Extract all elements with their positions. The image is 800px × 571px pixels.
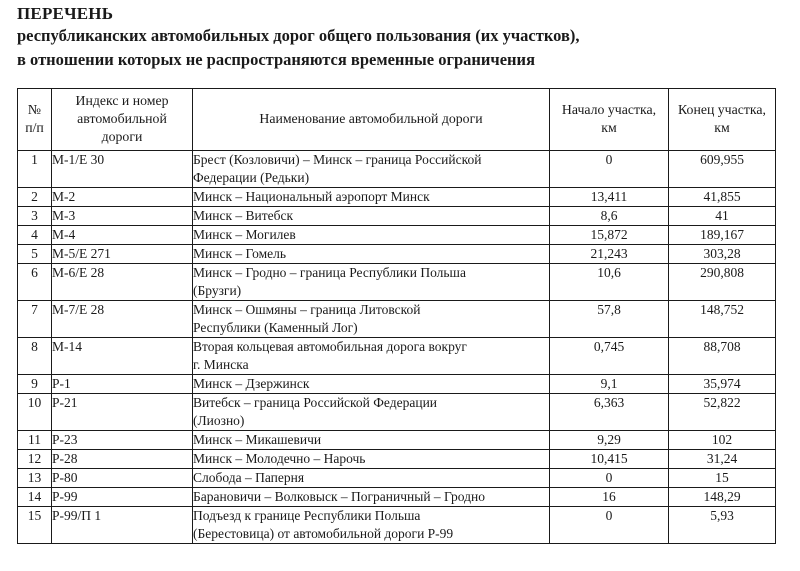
cell-row-number: 1 (18, 151, 52, 188)
table-row (18, 507, 776, 544)
column-header-section-end (669, 89, 776, 151)
cell-road-name-line-1: Вторая кольцевая автомобильная дорога вокруг (193, 339, 467, 354)
column-header-road-index (52, 89, 193, 151)
cell-road-index: Р-99 (52, 488, 193, 507)
cell-row-number: 13 (18, 469, 52, 488)
cell-road-name-line-1: Минск – Гомель (193, 246, 287, 261)
cell-road-name-line-2: (Брузги) (193, 282, 242, 298)
cell-road-name-line-2: Республики (Каменный Лог) (193, 319, 358, 335)
cell-section-end-km: 88,708 (669, 338, 776, 375)
cell-section-start-km: 57,8 (550, 301, 669, 338)
cell-road-index: М-7/Е 28 (52, 301, 193, 338)
cell-road-name-line-2: Федерации (Редьки) (193, 169, 310, 185)
document-subtitle-line-2: в отношении которых не распространяются временные ограничения (17, 50, 535, 69)
cell-section-end-km: 102 (669, 431, 776, 450)
column-header-road-index-line-3: дороги (101, 129, 143, 144)
roads-table (17, 88, 776, 544)
table-row (18, 151, 776, 188)
column-header-road-index-line-2: автомобильной (77, 111, 167, 126)
cell-road-index: М-6/Е 28 (52, 264, 193, 301)
cell-road-name (193, 338, 550, 375)
cell-road-index: М-2 (52, 188, 193, 207)
cell-row-number: 11 (18, 431, 52, 450)
cell-row-number: 9 (18, 375, 52, 394)
cell-row-number: 15 (18, 507, 52, 544)
table-row (18, 226, 776, 245)
cell-road-index: М-3 (52, 207, 193, 226)
cell-section-start-km: 9,1 (550, 375, 669, 394)
table-body (18, 151, 776, 544)
cell-section-start-km: 16 (550, 488, 669, 507)
table-row (18, 264, 776, 301)
cell-road-name-line-1: Брест (Козловичи) – Минск – граница Российской (193, 152, 482, 167)
cell-road-index: М-4 (52, 226, 193, 245)
cell-road-name (193, 394, 550, 431)
cell-section-end-km: 148,29 (669, 488, 776, 507)
cell-section-end-km: 52,822 (669, 394, 776, 431)
cell-road-name-line-1: Барановичи – Волковыск – Пограничный – Гродно (193, 489, 485, 504)
table-row (18, 188, 776, 207)
document-heading (0, 0, 800, 72)
cell-road-index: М-14 (52, 338, 193, 375)
cell-road-name (193, 207, 550, 226)
cell-road-index: М-5/Е 271 (52, 245, 193, 264)
cell-section-end-km: 5,93 (669, 507, 776, 544)
cell-section-start-km: 8,6 (550, 207, 669, 226)
cell-row-number: 14 (18, 488, 52, 507)
cell-section-end-km: 303,28 (669, 245, 776, 264)
cell-road-index: Р-21 (52, 394, 193, 431)
table-row (18, 450, 776, 469)
column-header-number-line-1: № (27, 102, 42, 117)
column-header-road-index-line-1: Индекс и номер (75, 93, 169, 108)
table-row (18, 394, 776, 431)
cell-road-name-line-2: (Лиозно) (193, 412, 245, 428)
cell-road-name (193, 301, 550, 338)
table-row (18, 469, 776, 488)
cell-road-name (193, 188, 550, 207)
cell-section-end-km: 290,808 (669, 264, 776, 301)
page-title: ПЕРЕЧЕНЬ (17, 4, 114, 23)
cell-row-number: 12 (18, 450, 52, 469)
table-header-row (18, 89, 776, 151)
cell-road-name (193, 375, 550, 394)
table-header (18, 89, 776, 151)
cell-section-end-km: 15 (669, 469, 776, 488)
column-header-section-end-line-1: Конец участка, (678, 102, 766, 117)
table-row (18, 431, 776, 450)
cell-section-start-km: 13,411 (550, 188, 669, 207)
table-row (18, 338, 776, 375)
cell-road-name-line-2: г. Минска (193, 356, 249, 372)
cell-row-number: 3 (18, 207, 52, 226)
cell-road-name (193, 469, 550, 488)
cell-road-name-line-1: Подъезд к границе Республики Польша (193, 508, 421, 523)
column-header-section-end-line-2: км (714, 120, 730, 135)
cell-section-start-km: 0 (550, 469, 669, 488)
cell-road-index: Р-23 (52, 431, 193, 450)
cell-row-number: 7 (18, 301, 52, 338)
cell-row-number: 6 (18, 264, 52, 301)
cell-section-end-km: 148,752 (669, 301, 776, 338)
cell-section-start-km: 0 (550, 507, 669, 544)
cell-road-name-line-2: (Берестовица) от автомобильной дороги Р-99 (193, 525, 454, 541)
cell-road-name (193, 151, 550, 188)
cell-section-start-km: 0,745 (550, 338, 669, 375)
cell-road-name-line-1: Слобода – Паперня (193, 470, 305, 485)
roads-table-container (17, 88, 775, 544)
table-row (18, 301, 776, 338)
cell-road-name-line-1: Минск – Дзержинск (193, 376, 310, 391)
cell-row-number: 10 (18, 394, 52, 431)
cell-road-name-line-1: Минск – Молодечно – Нарочь (193, 451, 366, 466)
cell-road-index: Р-99/П 1 (52, 507, 193, 544)
cell-row-number: 8 (18, 338, 52, 375)
cell-section-start-km: 0 (550, 151, 669, 188)
cell-road-name-line-1: Минск – Ошмяны – граница Литовской (193, 302, 421, 317)
cell-section-end-km: 189,167 (669, 226, 776, 245)
cell-section-end-km: 41,855 (669, 188, 776, 207)
cell-road-name (193, 450, 550, 469)
cell-section-start-km: 6,363 (550, 394, 669, 431)
document-subtitle-line-1: республиканских автомобильных дорог общего пользования (их участков), (17, 26, 580, 45)
cell-section-end-km: 31,24 (669, 450, 776, 469)
cell-section-end-km: 41 (669, 207, 776, 226)
cell-row-number: 4 (18, 226, 52, 245)
column-header-number-line-2: п/п (25, 120, 44, 135)
cell-road-name (193, 264, 550, 301)
cell-road-name (193, 245, 550, 264)
cell-road-name-line-1: Минск – Национальный аэропорт Минск (193, 189, 430, 204)
cell-road-index: Р-1 (52, 375, 193, 394)
cell-road-index: Р-28 (52, 450, 193, 469)
cell-road-name-line-1: Минск – Гродно – граница Республики Польша (193, 265, 466, 280)
cell-road-name (193, 507, 550, 544)
cell-section-start-km: 9,29 (550, 431, 669, 450)
column-header-road-name: Наименование автомобильной дороги (193, 89, 550, 151)
cell-row-number: 2 (18, 188, 52, 207)
cell-section-start-km: 10,415 (550, 450, 669, 469)
cell-road-name-line-1: Минск – Витебск (193, 208, 294, 223)
cell-row-number: 5 (18, 245, 52, 264)
table-row (18, 375, 776, 394)
column-header-section-start (550, 89, 669, 151)
cell-road-name-line-1: Витебск – граница Российской Федерации (193, 395, 438, 410)
cell-road-index: М-1/Е 30 (52, 151, 193, 188)
table-row (18, 245, 776, 264)
column-header-number (18, 89, 52, 151)
column-header-section-start-line-1: Начало участка, (561, 102, 657, 117)
cell-section-start-km: 10,6 (550, 264, 669, 301)
cell-road-name (193, 226, 550, 245)
cell-section-start-km: 21,243 (550, 245, 669, 264)
cell-road-name (193, 488, 550, 507)
cell-road-name-line-1: Минск – Могилев (193, 227, 296, 242)
cell-section-end-km: 609,955 (669, 151, 776, 188)
cell-road-name-line-1: Минск – Микашевичи (193, 432, 322, 447)
cell-section-start-km: 15,872 (550, 226, 669, 245)
column-header-section-start-line-2: км (601, 120, 617, 135)
cell-road-index: Р-80 (52, 469, 193, 488)
cell-section-end-km: 35,974 (669, 375, 776, 394)
cell-road-name (193, 431, 550, 450)
table-row (18, 488, 776, 507)
table-row (18, 207, 776, 226)
